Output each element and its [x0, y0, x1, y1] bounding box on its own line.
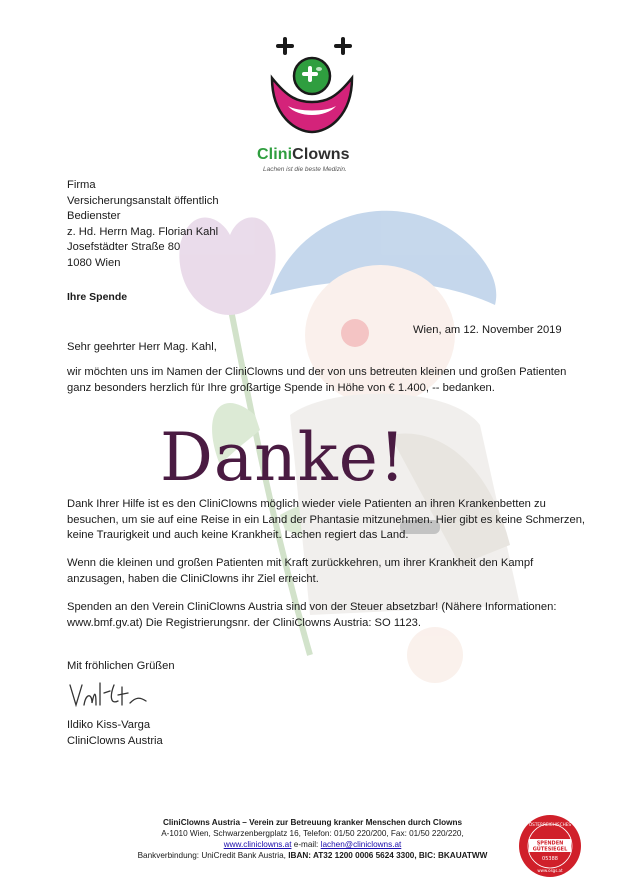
seal-bottom-text: www.osgs.at: [537, 868, 563, 873]
email-link[interactable]: lachen@cliniclowns.at: [320, 840, 402, 849]
brand-name: [257, 146, 350, 164]
recipient-line: Versicherungsanstalt öffentlich: [67, 194, 219, 207]
signer-organization: CliniClowns Austria: [67, 734, 163, 747]
seal-mid1-text: SPENDEN: [536, 840, 564, 847]
spenden-guetesiegel-seal-icon: [518, 814, 582, 878]
paragraph-line: anzusagen, haben die CliniClowns ihr Ziel erreicht.: [67, 572, 319, 585]
paragraph-tax: [67, 600, 556, 631]
paragraph-line: besuchen, um sie auf eine Reise in ein Land der Phantasie mitzunehmen. Hier gibt es keine Schmerzen,: [67, 513, 586, 526]
paragraph-line: Dank Ihrer Hilfe ist es den CliniClowns möglich wieder viele Patienten an ihren Krankenbetten zu: [67, 498, 546, 510]
cliniclowns-logo-icon: [266, 36, 358, 136]
paragraph-line: Spenden an den Verein CliniClowns Austria sind von der Steuer absetzbar! (Nähere Informationen:: [67, 601, 557, 613]
recipient-line: Bedienster: [67, 210, 121, 222]
recipient-line: Josefstädter Straße 80: [67, 241, 181, 253]
closing-greeting: Mit fröhlichen Grüßen: [67, 660, 175, 672]
brand-name-part1: Clini: [257, 146, 293, 163]
paragraph-line: keine Traurigkeit und auch keine Krankheit. Lachen regiert das Land.: [67, 529, 409, 541]
signature-image: [66, 679, 156, 711]
danke-heading: Danke!: [160, 419, 407, 496]
seal-number-text: 05388: [542, 856, 558, 862]
paragraph-line: Wenn die kleinen und großen Patienten mit Kraft zurückkehren, um ihrer Krankheit den Kampf: [67, 557, 534, 569]
paragraph-line: wir möchten uns im Namen der CliniClowns und der von uns betreuten kleinen und großen Patienten: [67, 366, 567, 378]
recipient-address: [67, 178, 219, 271]
footer-title: CliniClowns Austria – Verein zur Betreuung kranker Menschen durch Clowns: [162, 818, 463, 827]
paragraph-line: ganz besonders herzlich für Ihre großartige Spende in Höhe von € 1.400, -- bedanken.: [67, 381, 495, 394]
signer-block: [67, 718, 163, 749]
brand-name-part2: Clowns: [292, 146, 350, 163]
paragraph-line: www.bmf.gv.at) Die Registrierungsnr. der CliniClowns Austria: SO 1123.: [67, 616, 421, 629]
letter-date: Wien, am 12. November 2019: [413, 324, 562, 336]
paragraph-help: [67, 497, 585, 544]
subject-line: Ihre Spende: [67, 291, 128, 303]
seal-top-text: ÖSTERREICHISCHES: [528, 822, 572, 827]
recipient-line: 1080 Wien: [67, 256, 121, 269]
signer-name: Ildiko Kiss-Varga: [67, 719, 151, 731]
email-label: e-mail:: [293, 840, 319, 849]
recipient-line: z. Hd. Herrn Mag. Florian Kahl: [67, 225, 219, 238]
bank-prefix: Bankverbindung: UniCredit Bank Austria,: [137, 851, 286, 860]
recipient-line: Firma: [67, 179, 96, 191]
website-link[interactable]: www.cliniclowns.at: [223, 840, 292, 849]
paragraph-thanks: [67, 365, 566, 396]
seal-mid2-text: GÜTESIEGEL: [532, 846, 568, 853]
footer-address: A-1010 Wien, Schwarzenbergplatz 16, Telefon: 01/50 220/200, Fax: 01/50 220/220,: [161, 829, 464, 838]
brand-tagline: Lachen ist die beste Medizin.: [263, 166, 347, 173]
salutation: Sehr geehrter Herr Mag. Kahl,: [67, 341, 217, 353]
bank-iban: IBAN: AT32 1200 0006 5624 3300, BIC: BKAUATWW: [288, 851, 488, 860]
paragraph-goal: [67, 556, 533, 587]
